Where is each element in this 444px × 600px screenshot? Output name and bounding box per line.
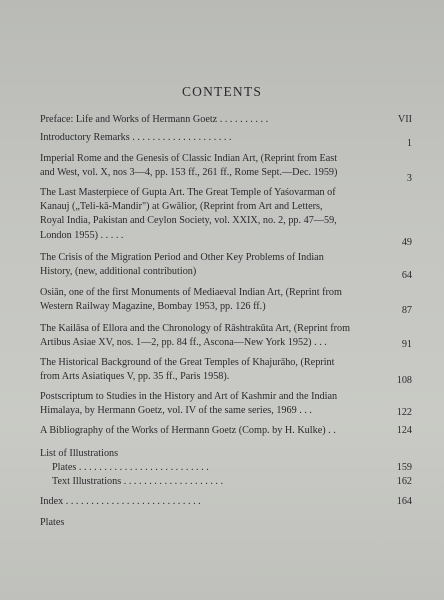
toc-entry-text: Text Illustrations . . . . . . . . . . . . . . . . . . . . [52, 476, 224, 487]
toc-entry-text: The Last Masterpiece of Gupta Art. The Great Temple of Yaśovarman of [40, 187, 336, 198]
toc-page-number: 87 [401, 305, 412, 316]
toc-page-number: 159 [396, 462, 412, 473]
toc-entry-text: The Kailāsa of Ellora and the Chronology of Rāshtrakūta Art, (Reprint from [40, 323, 351, 334]
toc-entry-text: London 1955) . . . . . [40, 229, 124, 241]
toc-entry-text: Preface: Life and Works of Hermann Goetz . . . . . . . . . . [40, 114, 269, 125]
toc-entry-text: Introductory Remarks . . . . . . . . . . . . . . . . . . . . [40, 132, 232, 143]
page-title: CONTENTS [181, 84, 263, 99]
toc-entry-bibliography [40, 424, 412, 438]
toc-entry-text: Himalaya, by Hermann Goetz, vol. IV of the same series, 1969 . . . [40, 405, 312, 417]
toc-entry-postscriptum [40, 390, 412, 418]
toc-entry-text: Artibus Asiae XV, nos. 1—2, pp. 84 ff., Ascona—New York 1952) . . . [40, 337, 327, 349]
toc-entry-text: History, (new, additional contribution) [40, 266, 197, 278]
toc-page-number: 64 [401, 270, 412, 281]
toc-entry-text: from Arts Asiatiques V, pp. 35 ff., Paris 1958). [40, 371, 230, 383]
toc-entry-text: Postscriptum to Studies in the History and Art of Kashmir and the Indian [40, 391, 338, 402]
toc-entry-text-illustrations [40, 475, 412, 489]
toc-page-number: VII [397, 114, 412, 125]
toc-entry-text: Plates [40, 517, 65, 528]
toc-entry-text: Western Railway Magazine, Bombay 1953, pp. 126 ff.) [40, 301, 266, 313]
toc-entry-text: and West, vol. X, nos 3—4, pp. 153 ff., 261 ff., Rome Sept.—Dec. 1959) [40, 167, 338, 179]
toc-entry-text: A Bibliography of the Works of Hermann Goetz (Comp. by H. Kulke) . . [40, 425, 336, 436]
toc-entry-gupta-art [40, 186, 412, 248]
toc-entry-text: Index . . . . . . . . . . . . . . . . . . . . . . . . . . . [40, 496, 201, 507]
toc-page-number: 122 [396, 407, 412, 418]
toc-page-number: 162 [396, 476, 412, 487]
toc-page-number: 91 [401, 339, 412, 350]
toc-page-number: 164 [396, 496, 412, 507]
toc-entry-plates [40, 516, 412, 530]
toc-entry-text: The Historical Background of the Great Temples of Khajurāho, (Reprint [40, 357, 335, 368]
toc-page-number: 124 [396, 425, 412, 436]
toc-entry-khajuraho [40, 356, 412, 384]
toc-page-number: 1 [406, 138, 412, 149]
toc-page-number: 108 [396, 375, 412, 386]
toc-entry-text: List of Illustrations [40, 448, 119, 459]
toc-entry-text: Imperial Rome and the Genesis of Classic Indian Art, (Reprint from East [40, 153, 338, 164]
toc-entry-migration-period [40, 251, 412, 279]
toc-entry-text: Kanauj („Teli-kā-Mandir") at Gwālior, (Reprint from Art and Letters, [40, 201, 323, 213]
toc-entry-text: The Crisis of the Migration Period and Other Key Problems of Indian [40, 252, 324, 263]
toc-entry-text: Plates . . . . . . . . . . . . . . . . . . . . . . . . . . [52, 462, 209, 473]
toc-page-number: 49 [401, 237, 412, 248]
toc-entry-text: Royal India, Pakistan and Ceylon Society, vol. XXIX, no. 2, pp. 47—59, [40, 215, 337, 227]
toc-entry-osian [40, 286, 412, 314]
toc-entry-text: Osiān, one of the first Monuments of Mediaeval Indian Art, (Reprint from [40, 287, 342, 298]
toc-entry-index [40, 495, 412, 509]
toc-entry-preface [40, 113, 412, 127]
toc-entry-imperial-rome [40, 152, 412, 184]
toc-entry-plates-list [40, 461, 412, 475]
toc-entry-list-of-illustrations [40, 447, 412, 461]
toc-entry-introductory-remarks [40, 131, 412, 149]
toc-entry-kailasa [40, 322, 412, 350]
toc-page-number: 3 [406, 173, 412, 184]
